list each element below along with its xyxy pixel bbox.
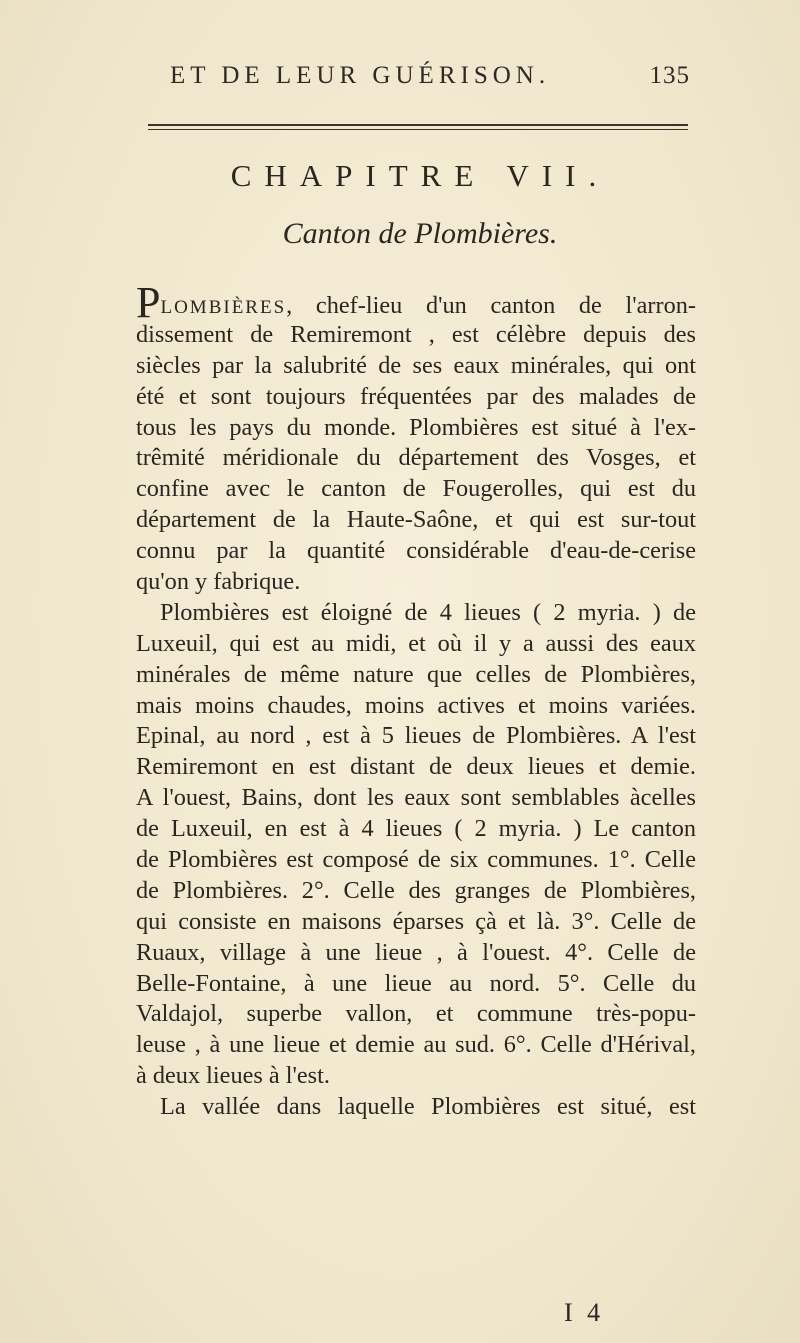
text-line: Luxeuil, qui est au midi, et où il y a aussi des eaux (136, 629, 696, 657)
signature-mark: I 4 (564, 1298, 605, 1327)
drop-cap: P (136, 278, 161, 327)
text-line: Remiremont en est distant de deux lieues et demie. (136, 753, 696, 781)
running-head (170, 62, 690, 90)
text-line: mais moins chaudes, moins actives et moins variées. (136, 691, 696, 719)
text-line: Epinal, au nord , est à 5 lieues de Plombières. A l'est (136, 722, 696, 750)
text-line: de Luxeuil, en est à 4 lieues ( 2 myria. ) Le canton (136, 815, 696, 843)
text-line: trêmité méridionale du département des Vosges, et (136, 444, 696, 472)
text-line: été et sont toujours fréquentées par des malades de (136, 382, 696, 410)
text-line: minérales de même nature que celles de Plombières, (136, 660, 696, 688)
header-rule-thick (148, 124, 688, 126)
text-line: La vallée dans laquelle Plombières est situé, est (160, 1093, 696, 1121)
text-line: à deux lieues à l'est. (136, 1062, 330, 1090)
text-line: département de la Haute-Saône, et qui est sur-tout (136, 506, 696, 534)
text-line: dissement de Remiremont , est célèbre depuis des (136, 320, 696, 348)
text-line: qui consiste en maisons éparses çà et là. 3°. Celle de (136, 907, 696, 935)
text-line: Plombières est éloigné de 4 lieues ( 2 myria. ) de (160, 598, 696, 626)
text-line (136, 278, 696, 327)
chapter-heading: CHAPITRE VII. (230, 158, 610, 193)
running-head-title: ET DE LEUR GUÉRISON. (170, 62, 551, 89)
text-line: confine avec le canton de Fougerolles, qui est du (136, 475, 696, 503)
text-line: de Plombières. 2°. Celle des granges de Plombières, (136, 876, 696, 904)
text-line: tous les pays du monde. Plombières est situé à l'ex- (136, 413, 696, 441)
text-line: connu par la quantité considérable d'eau-de-cerise (136, 537, 696, 565)
body-text (136, 278, 696, 1123)
text-line-content: , chef-lieu d'un canton de l'arron- (286, 292, 696, 319)
chapter-subtitle: Canton de Plombières. (282, 217, 558, 250)
text-line: leuse , à une lieue et demie au sud. 6°. Celle d'Hérival, (136, 1031, 696, 1059)
text-line: siècles par la salubrité de ses eaux minérales, qui ont (136, 351, 696, 379)
header-rule-thin (148, 129, 688, 130)
text-line: qu'on y fabrique. (136, 568, 301, 596)
small-caps-word: LOMBIÈRES (160, 297, 287, 318)
text-line: Valdajol, superbe vallon, et commune très-popu- (136, 1000, 696, 1028)
text-line: Ruaux, village à une lieue , à l'ouest. 4°. Celle de (136, 938, 696, 966)
text-line: A l'ouest, Bains, dont les eaux sont semblables àcelles (136, 784, 696, 812)
text-line: de Plombières est composé de six communes. 1°. Celle (136, 846, 696, 874)
text-line: Belle-Fontaine, à une lieue au nord. 5°. Celle du (136, 969, 696, 997)
page-number: 135 (649, 62, 690, 89)
